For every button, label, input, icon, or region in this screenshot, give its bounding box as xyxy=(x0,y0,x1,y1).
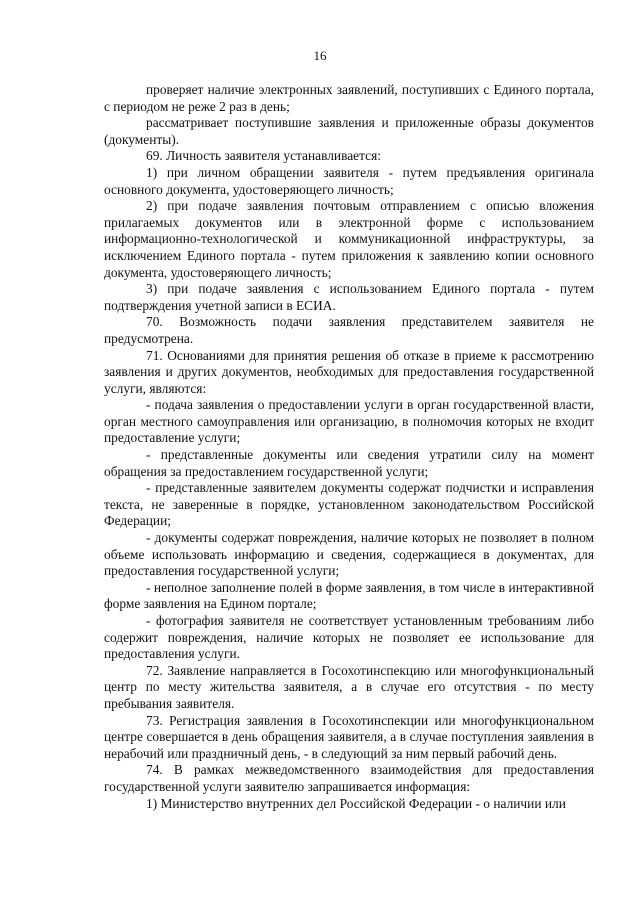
paragraph-69-item-1: 1) при личном обращении заявителя - путем предъявления оригинала основного документа, удостоверяющего личность; xyxy=(104,164,594,197)
paragraph-71-item: - фотография заявителя не соответствует установленным требованиям либо содержит повреждения, наличие которых не позволяет ее использование для предоставления услуги. xyxy=(104,613,594,662)
paragraph-70: 70. Возможность подачи заявления представителем заявителя не предусмотрена. xyxy=(104,314,594,346)
document-body xyxy=(104,82,594,812)
paragraph-69-item-3: 3) при подаче заявления с использованием Единого портала - путем подтверждения учетной записи в ЕСИА. xyxy=(104,281,594,313)
paragraph-review-applications: рассматривает поступившие заявления и приложенные образы документов (документы). xyxy=(104,115,594,147)
paragraph-71-item: - подача заявления о предоставлении услуги в орган государственной власти, орган местного самоуправления или организацию, в полномочия которых не входит предоставление услуги; xyxy=(104,397,594,446)
paragraph-69-item-2: 2) при подаче заявления почтовым отправлением с описью вложения прилагаемых документов или в электронной форме с использованием информационно-технологической и коммуникационной инфраструктуры, за исключением Единого портала - путем приложения к заявлению копии основного документа, удостоверяющего личность; xyxy=(104,198,594,280)
paragraph-check-applications: проверяет наличие электронных заявлений, поступивших с Единого портала, с периодом не реже 2 раз в день; xyxy=(104,82,594,114)
paragraph-69-heading: 69. Личность заявителя устанавливается: xyxy=(146,148,381,164)
paragraph-71-item: - документы содержат повреждения, наличие которых не позволяет в полном объеме использовать информацию и сведения, содержащиеся в документах, для предоставления государственной услуги; xyxy=(104,530,594,579)
paragraph-71-item: - представленные заявителем документы содержат подчистки и исправления текста, не заверенные в порядке, установленном законодательством Российской Федерации; xyxy=(104,480,594,529)
page-number: 16 xyxy=(313,48,327,63)
paragraph-71-heading: 71. Основаниями для принятия решения об отказе в приеме к рассмотрению заявления и других документов, необходимых для предоставления государственной услуги, являются: xyxy=(104,347,594,396)
paragraph-72: 72. Заявление направляется в Госохотинспекцию или многофункциональный центр по месту жительства заявителя, а в случае его отсутствия - по месту пребывания заявителя. xyxy=(104,662,594,711)
paragraph-71-item: - представленные документы или сведения утратили силу на момент обращения за предоставлением государственной услуги; xyxy=(104,447,594,479)
paragraph-74-item-1: 1) Министерство внутренних дел Российской Федерации - о наличии или xyxy=(146,795,566,811)
paragraph-73: 73. Регистрация заявления в Госохотинспекции или многофункциональном центре совершается в день обращения заявителя, а в случае поступления заявления в нерабочий или праздничный день, - в следующий за ним первый рабочий день. xyxy=(104,712,594,761)
paragraph-71-item: - неполное заполнение полей в форме заявления, в том числе в интерактивной форме заявления на Едином портале; xyxy=(104,579,594,612)
paragraph-74-heading: 74. В рамках межведомственного взаимодействия для предоставления государственной услуги заявителю запрашивается информация: xyxy=(104,762,594,794)
